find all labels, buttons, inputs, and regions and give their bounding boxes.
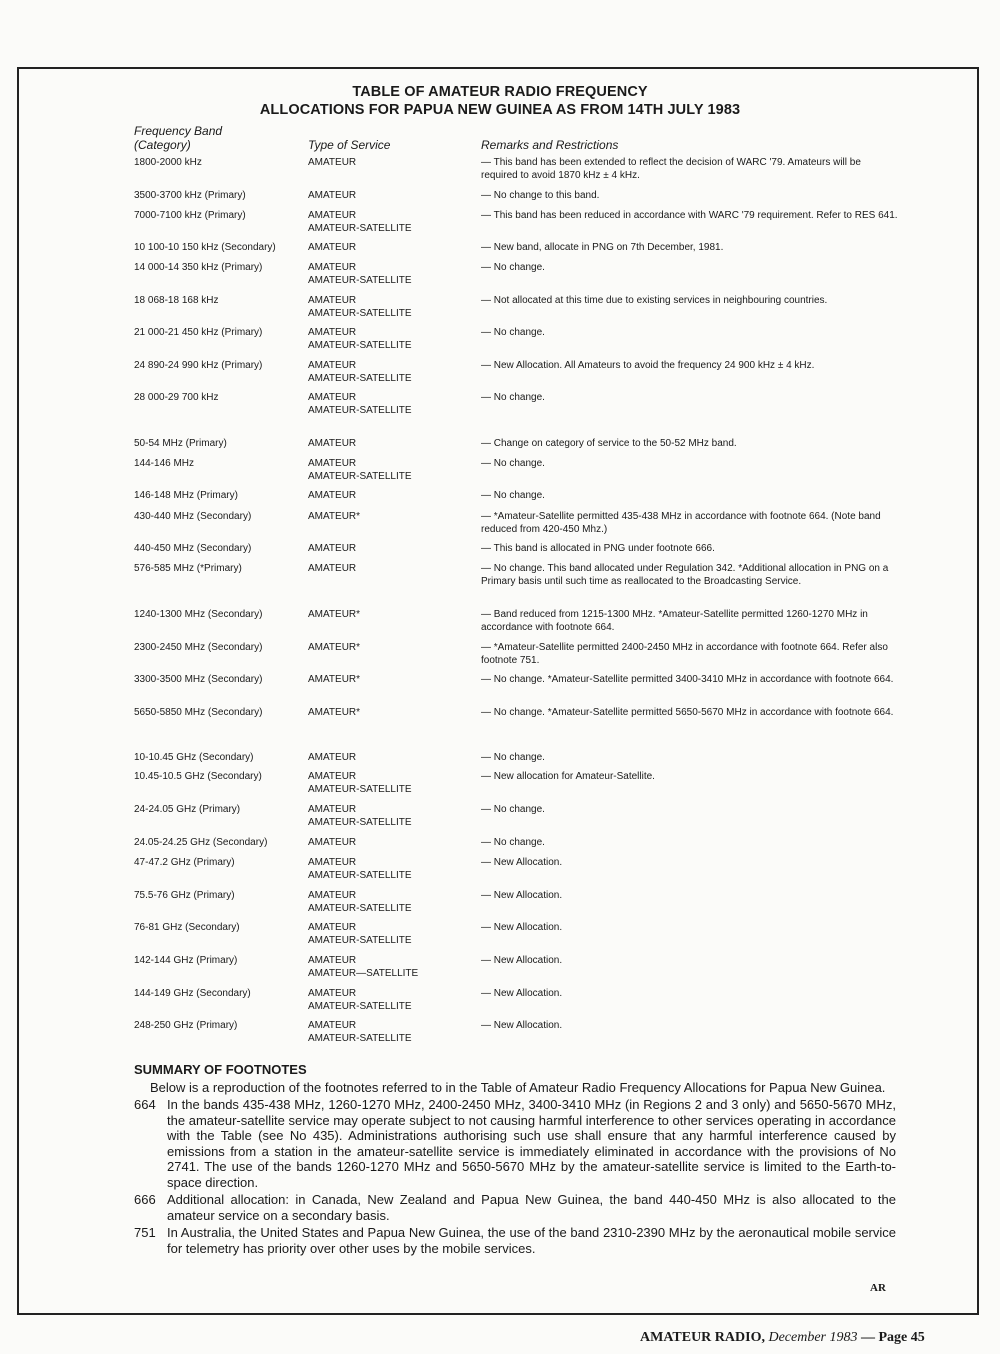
footnote-text: Additional allocation: in Canada, New Zealand and Papua New Guinea, the band 440-450 MHz is also allocated to the amateur service on a secondary basis.: [167, 1192, 896, 1223]
footnote-664: [134, 1097, 896, 1190]
row-frequency-band: 3300-3500 MHz (Secondary): [134, 674, 263, 685]
row-remarks: — No change.: [481, 327, 545, 338]
row-remarks: — Not allocated at this time due to existing services in neighbouring countries.: [481, 295, 828, 306]
row-frequency-band: 10 100-10 150 kHz (Secondary): [134, 242, 276, 253]
row-remarks: — New allocation for Amateur-Satellite.: [481, 771, 655, 782]
row-remarks: — Band reduced from 1215-1300 MHz. *Amateur-Satellite permitted 1260-1270 MHz in accordance with footnote 664.: [481, 609, 868, 633]
row-remarks: — No change.: [481, 458, 545, 469]
footer-date: December 1983: [768, 1330, 858, 1345]
row-frequency-band: 21 000-21 450 kHz (Primary): [134, 327, 263, 338]
row-remarks: — No change.: [481, 837, 545, 848]
row-service-type: AMATEUR: [308, 190, 357, 201]
row-service-type: AMATEUR: [308, 837, 357, 848]
header-band-line-1: Frequency Band: [134, 124, 223, 138]
row-service-type: AMATEUR AMATEUR-SATELLITE: [308, 771, 412, 795]
row-frequency-band: 50-54 MHz (Primary): [134, 438, 227, 449]
row-frequency-band: 76-81 GHz (Secondary): [134, 922, 240, 933]
summary-intro: Below is a reproduction of the footnotes referred to in the Table of Amateur Radio Frequency Allocations for Papua New Guinea.: [150, 1079, 886, 1095]
row-service-type: AMATEUR AMATEUR-SATELLITE: [308, 360, 412, 384]
summary-of-footnotes: [134, 1062, 896, 1256]
row-remarks: — New band, allocate in PNG on 7th December, 1981.: [481, 242, 724, 253]
ar-end-mark: AR: [870, 1282, 886, 1294]
row-service-type: AMATEUR*: [308, 674, 361, 685]
row-frequency-band: 142-144 GHz (Primary): [134, 955, 238, 966]
row-frequency-band: 1800-2000 kHz: [134, 157, 202, 168]
row-service-type: AMATEUR AMATEUR-SATELLITE: [308, 458, 412, 482]
row-remarks: — No change to this band.: [481, 190, 600, 201]
row-remarks: — No change. *Amateur-Satellite permitted 3400-3410 MHz in accordance with footnote 664.: [481, 674, 894, 685]
row-remarks: — New Allocation.: [481, 1020, 563, 1031]
footnote-text: In the bands 435-438 MHz, 1260-1270 MHz, 2400-2450 MHz, 3400-3410 MHz (in Regions 2 and 3 only) and 5650-5670 MHz, the amateur-satellite service may operate subject to not causing harmful interference to other services operating in accordance with the Table (see No 435). Administrations authorising such use shall ensure that any harmful interference caused by emissions from a station in the amateur-satellite service is immediately eliminated in accordance with the provisions of No 2741. The use of the bands 1260-1270 MHz and 5650-5670 MHz by the amateur-satellite service is limited to the Earth-to-space direction.: [167, 1097, 896, 1190]
row-service-type: AMATEUR AMATEUR-SATELLITE: [308, 890, 412, 914]
row-service-type: AMATEUR AMATEUR-SATELLITE: [308, 857, 412, 881]
row-service-type: AMATEUR AMATEUR-SATELLITE: [308, 1020, 412, 1044]
row-service-type: AMATEUR AMATEUR-SATELLITE: [308, 392, 412, 416]
row-frequency-band: 248-250 GHz (Primary): [134, 1020, 238, 1031]
row-remarks: — No change.: [481, 262, 545, 273]
page-footer: [640, 1330, 925, 1346]
header-remarks: Remarks and Restrictions: [481, 138, 619, 152]
row-remarks: — *Amateur-Satellite permitted 435-438 MHz in accordance with footnote 664. (Note band reduced from 420-450 Mhz.): [481, 511, 881, 535]
row-frequency-band: 144-149 GHz (Secondary): [134, 988, 251, 999]
row-remarks: — New Allocation.: [481, 955, 563, 966]
row-frequency-band: 440-450 MHz (Secondary): [134, 543, 252, 554]
row-service-type: AMATEUR AMATEUR-SATELLITE: [308, 295, 412, 319]
row-remarks: — No change. *Amateur-Satellite permitted 5650-5670 MHz in accordance with footnote 664.: [481, 707, 894, 718]
row-remarks: — This band has been reduced in accordance with WARC '79 requirement. Refer to RES 641.: [481, 210, 898, 221]
row-service-type: AMATEUR AMATEUR-SATELLITE: [308, 327, 412, 351]
footnote-751: [134, 1225, 896, 1256]
row-service-type: AMATEUR AMATEUR-SATELLITE: [308, 804, 412, 828]
row-service-type: AMATEUR: [308, 438, 357, 449]
row-frequency-band: 47-47.2 GHz (Primary): [134, 857, 235, 868]
row-remarks: — No change.: [481, 752, 545, 763]
row-frequency-band: 3500-3700 kHz (Primary): [134, 190, 246, 201]
row-remarks: — No change.: [481, 392, 545, 403]
row-remarks: — New Allocation.: [481, 857, 563, 868]
row-remarks: — *Amateur-Satellite permitted 2400-2450 MHz in accordance with footnote 664. Refer also footnote 751.: [481, 642, 888, 666]
row-service-type: AMATEUR: [308, 490, 357, 501]
footnote-number: 751: [134, 1225, 156, 1240]
footer-page: — Page 45: [861, 1330, 925, 1345]
row-service-type: AMATEUR: [308, 157, 357, 168]
row-frequency-band: 24-24.05 GHz (Primary): [134, 804, 241, 815]
header-band-line-2: (Category): [134, 138, 191, 152]
row-frequency-band: 144-146 MHz: [134, 458, 195, 469]
header-type-of-service: Type of Service: [308, 138, 391, 152]
row-remarks: — New Allocation.: [481, 922, 563, 933]
row-remarks: — New Allocation.: [481, 988, 563, 999]
row-service-type: AMATEUR AMATEUR-SATELLITE: [308, 210, 412, 234]
row-frequency-band: 7000-7100 kHz (Primary): [134, 210, 246, 221]
row-frequency-band: 24 890-24 990 kHz (Primary): [134, 360, 263, 371]
row-remarks: — No change. This band allocated under Regulation 342. *Additional allocation in PNG on a Primary basis until such time as reallocated to the Broadcasting Service.: [481, 563, 889, 587]
row-service-type: AMATEUR: [308, 242, 357, 253]
row-frequency-band: 576-585 MHz (*Primary): [134, 563, 242, 574]
footnote-666: [134, 1192, 896, 1223]
row-remarks: — This band has been extended to reflect the decision of WARC '79. Amateurs will be required to avoid 1870 kHz ± 4 kHz.: [481, 157, 861, 181]
row-service-type: AMATEUR AMATEUR-SATELLITE: [308, 922, 412, 946]
row-service-type: AMATEUR: [308, 752, 357, 763]
row-remarks: — This band is allocated in PNG under footnote 666.: [481, 543, 715, 554]
footnote-number: 666: [134, 1192, 156, 1207]
row-frequency-band: 1240-1300 MHz (Secondary): [134, 609, 263, 620]
row-service-type: AMATEUR: [308, 543, 357, 554]
row-frequency-band: 10.45-10.5 GHz (Secondary): [134, 771, 262, 782]
summary-heading: SUMMARY OF FOOTNOTES: [134, 1062, 307, 1077]
row-service-type: AMATEUR*: [308, 511, 361, 522]
row-remarks: — New Allocation.: [481, 890, 563, 901]
row-frequency-band: 10-10.45 GHz (Secondary): [134, 752, 254, 763]
row-frequency-band: 18 068-18 168 kHz: [134, 295, 219, 306]
row-remarks: — New Allocation. All Amateurs to avoid the frequency 24 900 kHz ± 4 kHz.: [481, 360, 815, 371]
row-frequency-band: 5650-5850 MHz (Secondary): [134, 707, 263, 718]
row-frequency-band: 2300-2450 MHz (Secondary): [134, 642, 263, 653]
row-service-type: AMATEUR AMATEUR—SATELLITE: [308, 955, 419, 979]
row-frequency-band: 14 000-14 350 kHz (Primary): [134, 262, 263, 273]
footnote-text: In Australia, the United States and Papua New Guinea, the use of the band 2310-2390 MHz by the aeronautical mobile service for telemetry has priority over other uses by the mobile services.: [167, 1225, 896, 1256]
title-line-2: ALLOCATIONS FOR PAPUA NEW GUINEA AS FROM 14TH JULY 1983: [259, 102, 741, 118]
row-service-type: AMATEUR AMATEUR-SATELLITE: [308, 262, 412, 286]
footer-magazine: AMATEUR RADIO,: [640, 1330, 765, 1345]
row-frequency-band: 146-148 MHz (Primary): [134, 490, 238, 501]
row-service-type: AMATEUR*: [308, 642, 361, 653]
footnote-number: 664: [134, 1097, 156, 1112]
row-frequency-band: 75.5-76 GHz (Primary): [134, 890, 235, 901]
row-service-type: AMATEUR: [308, 563, 357, 574]
row-service-type: AMATEUR*: [308, 707, 361, 718]
title-line-1: TABLE OF AMATEUR RADIO FREQUENCY: [352, 84, 648, 100]
row-remarks: — No change.: [481, 490, 545, 501]
row-remarks: — Change on category of service to the 50-52 MHz band.: [481, 438, 737, 449]
row-frequency-band: 28 000-29 700 kHz: [134, 392, 219, 403]
row-frequency-band: 24.05-24.25 GHz (Secondary): [134, 837, 268, 848]
row-service-type: AMATEUR*: [308, 609, 361, 620]
row-remarks: — No change.: [481, 804, 545, 815]
row-frequency-band: 430-440 MHz (Secondary): [134, 511, 252, 522]
row-service-type: AMATEUR AMATEUR-SATELLITE: [308, 988, 412, 1012]
